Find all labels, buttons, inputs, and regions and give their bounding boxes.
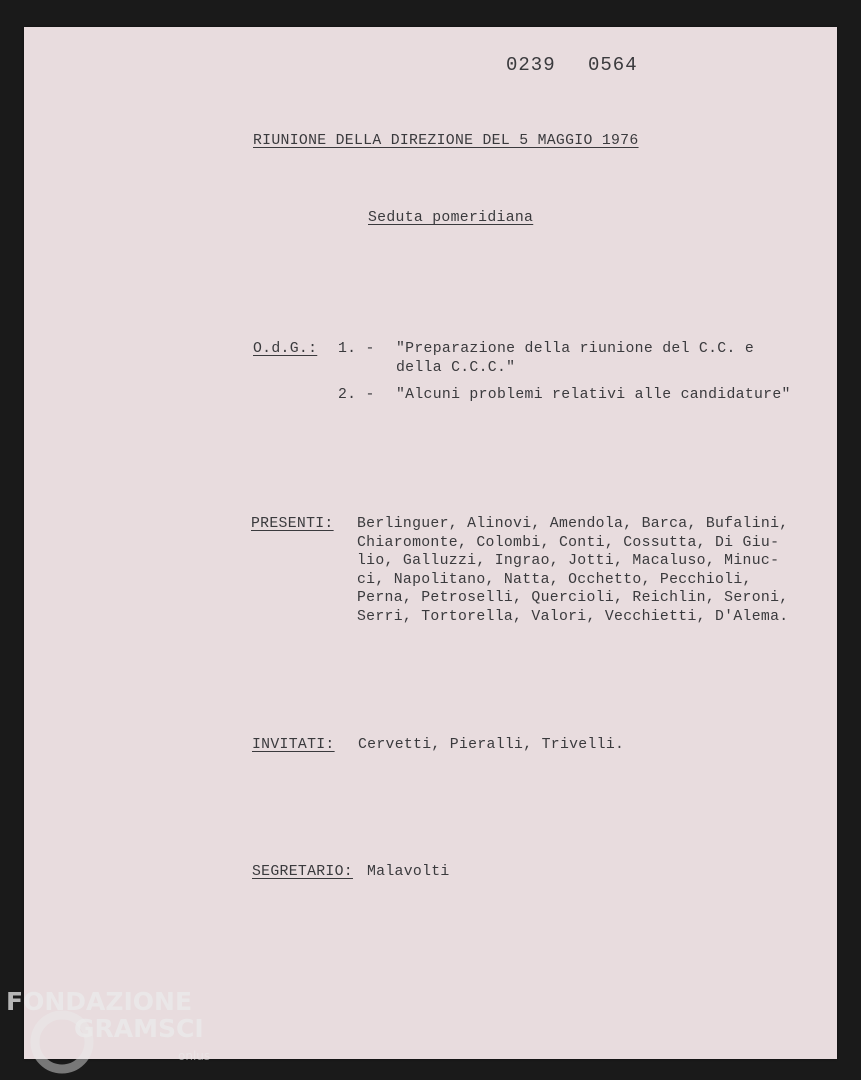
agenda-label: O.d.G.: xyxy=(253,341,318,357)
segretario-value: Malavolti xyxy=(367,864,450,880)
segretario-label: SEGRETARIO: xyxy=(252,864,353,880)
agenda-item-1-number: 1. - xyxy=(338,341,375,357)
watermark-line-2: GRAMSCI xyxy=(74,1014,204,1043)
invitati-label: INVITATI: xyxy=(252,737,335,753)
presenti-line-2: Chiaromonte, Colombi, Conti, Cossutta, Di Giu- xyxy=(357,535,780,551)
invitati-value: Cervetti, Pieralli, Trivelli. xyxy=(358,737,625,753)
presenti-line-1: Berlinguer, Alinovi, Amendola, Barca, Bufalini, xyxy=(357,516,789,532)
fondazione-gramsci-watermark xyxy=(4,984,244,1080)
document-title: RIUNIONE DELLA DIREZIONE DEL 5 MAGGIO 1976 xyxy=(253,133,639,149)
agenda-item-2-number: 2. - xyxy=(338,387,375,403)
archive-code-1: 0239 xyxy=(506,54,556,76)
watermark-line-1: FONDAZIONE xyxy=(6,987,193,1016)
presenti-line-6: Serri, Tortorella, Valori, Vecchietti, D'Alema. xyxy=(357,609,789,625)
archive-code-2: 0564 xyxy=(588,54,638,76)
presenti-label: PRESENTI: xyxy=(251,516,334,532)
presenti-line-3: lio, Galluzzi, Ingrao, Jotti, Macaluso, Minuc- xyxy=(357,553,780,569)
agenda-item-1-line-1: "Preparazione della riunione del C.C. e xyxy=(396,341,755,357)
agenda-item-2-line-1: "Alcuni problemi relativi alle candidature" xyxy=(396,387,791,403)
agenda-item-1-line-2: della C.C.C." xyxy=(396,360,516,376)
document-subtitle: Seduta pomeridiana xyxy=(368,210,534,226)
watermark-sub: onlus xyxy=(178,1049,211,1063)
presenti-line-4: ci, Napolitano, Natta, Occhetto, Pecchioli, xyxy=(357,572,752,588)
presenti-line-5: Perna, Petroselli, Quercioli, Reichlin, Seroni, xyxy=(357,590,789,606)
